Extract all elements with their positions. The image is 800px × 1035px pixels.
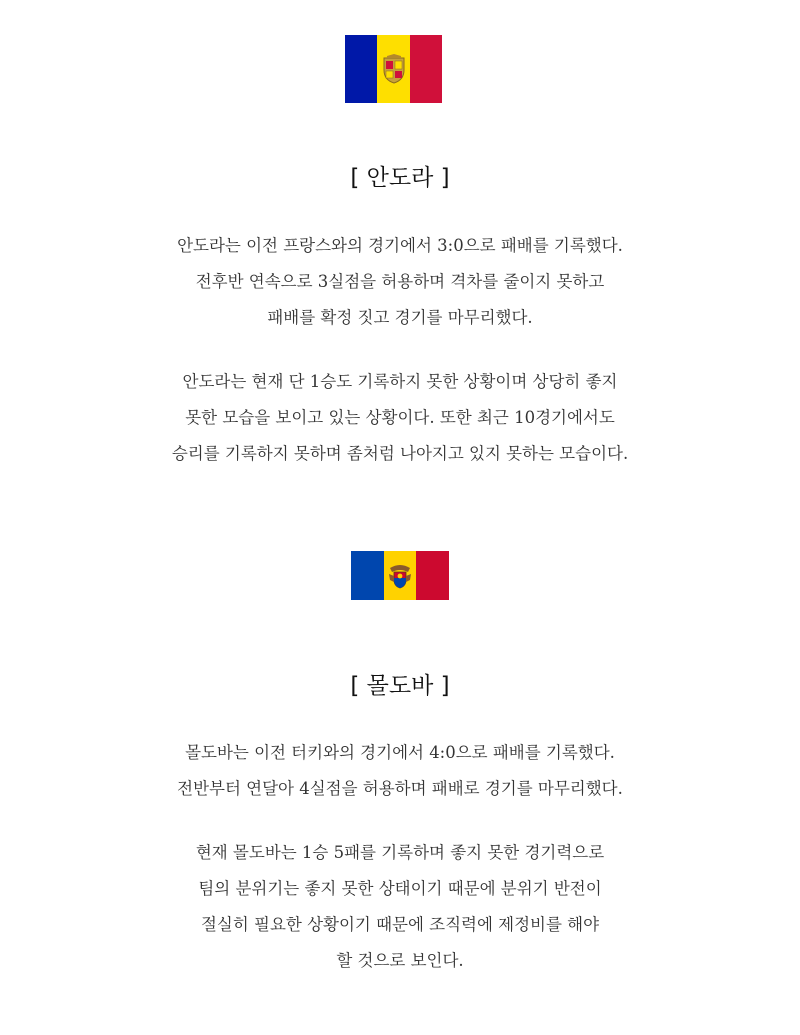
paragraph (0, 835, 800, 979)
text-line: 전후반 연속으로 3실점을 허용하며 격차를 줄이지 못하고 (195, 272, 605, 291)
text-line: 패배를 확정 짓고 경기를 마무리했다. (267, 308, 533, 327)
section-heading-moldova: [ 몰도바 ] (350, 673, 450, 699)
andorra-flag (345, 35, 442, 103)
flag-stripe-blue (351, 551, 384, 600)
paragraph (0, 364, 800, 472)
text-line: 승리를 기록하지 못하며 좀처럼 나아지고 있지 못하는 모습이다. (171, 444, 629, 463)
text-line: 현재 몰도바는 1승 5패를 기록하며 좋지 못한 경기력으로 (195, 843, 605, 862)
paragraph (0, 735, 800, 807)
text-line: 몰도바는 이전 터키와의 경기에서 4:0으로 패배를 기록했다. (185, 743, 615, 762)
text-line: 할 것으로 보인다. (336, 951, 464, 970)
paragraph (0, 228, 800, 336)
text-line: 못한 모습을 보이고 있는 상황이다. 또한 최근 10경기에서도 (185, 408, 615, 427)
moldova-coat-of-arms-icon (388, 562, 412, 590)
text-line: 전반부터 연달아 4실점을 허용하며 패배로 경기를 마무리했다. (177, 779, 623, 798)
andorra-coat-of-arms-icon (381, 54, 407, 84)
text-line: 안도라는 현재 단 1승도 기록하지 못한 상황이며 상당히 좋지 (182, 372, 618, 391)
moldova-flag (351, 551, 449, 600)
text-line: 안도라는 이전 프랑스와의 경기에서 3:0으로 패배를 기록했다. (177, 236, 623, 255)
text-line: 팀의 분위기는 좋지 못한 상태이기 때문에 분위기 반전이 (198, 879, 602, 898)
flag-stripe-blue (345, 35, 377, 103)
flag-stripe-red (410, 35, 442, 103)
section-heading-andorra: [ 안도라 ] (350, 165, 450, 191)
text-line: 절실히 필요한 상황이기 때문에 조직력에 제정비를 해야 (200, 915, 600, 934)
flag-stripe-red (416, 551, 449, 600)
